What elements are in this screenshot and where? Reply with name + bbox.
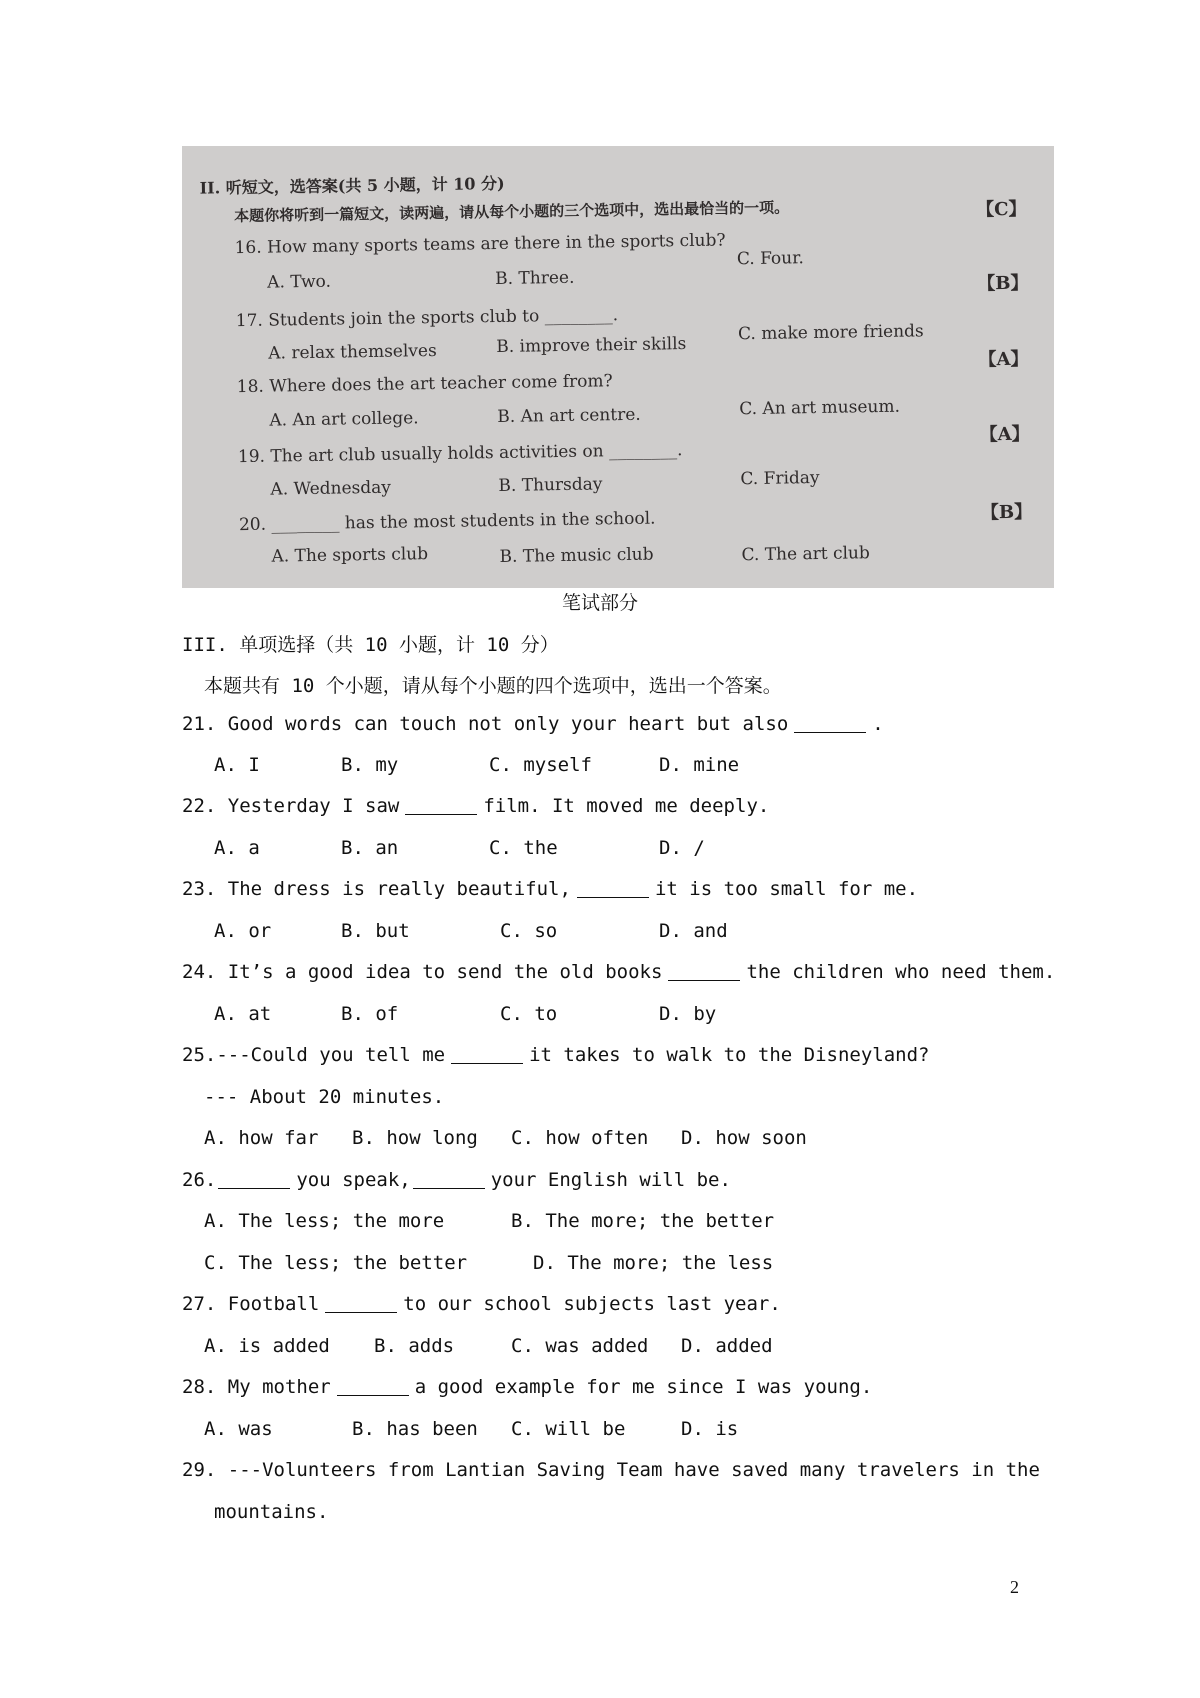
q23-option-a: A. or [214, 920, 272, 942]
q22-option-c: C. the [489, 837, 558, 859]
q20-option-a: A. The sports club [271, 544, 429, 567]
q18-option-a: A. An art college. [269, 408, 419, 431]
q21-option-b: B. my [341, 754, 399, 776]
section3-title: III. 单项选择（共 10 小题，计 10 分） [182, 634, 559, 656]
q18-option-c: C. An art museum. [739, 396, 901, 420]
q19-stem: 19. The art club usually holds activities on ________. [237, 440, 683, 468]
q29-stem-line1: 29. ---Volunteers from Lantian Saving Team have saved many travelers in the [182, 1459, 1040, 1481]
q25-option-a: A. how far [204, 1127, 319, 1149]
q27-option-d: D. added [681, 1335, 773, 1357]
q20-option-b: B. The music club [499, 544, 654, 568]
listening-section-photo [182, 146, 1054, 588]
q18-stem: 18. Where does the art teacher come from? [236, 371, 613, 398]
q28-stem: 28. My mother a good example for me since I was young. [182, 1376, 873, 1398]
q24-stem: 24. It’s a good idea to send the old books the children who need them. [182, 961, 1056, 983]
q28-option-a: A. was [204, 1418, 273, 1440]
answer-blank [794, 713, 866, 733]
q26-option-b: B. The more; the better [511, 1210, 775, 1232]
q20-stem: 20. ________ has the most students in the school. [238, 508, 656, 536]
q24-option-c: C. to [500, 1003, 558, 1025]
answer-blank [218, 1169, 290, 1189]
q24-option-a: A. at [214, 1003, 272, 1025]
q16-option-c: C. Four. [736, 248, 804, 270]
q22-option-a: A. a [214, 837, 260, 859]
q16-stem: 16. How many sports teams are there in the sports club? [234, 230, 726, 259]
q27-stem: 27. Football to our school subjects last year. [182, 1293, 781, 1315]
q29-stem-line2: mountains. [214, 1501, 329, 1523]
q23-stem: 23. The dress is really beautiful, it is too small for me. [182, 878, 919, 900]
q19-answer: 【A】 [979, 423, 1030, 446]
q16-option-b: B. Three. [495, 267, 575, 290]
q26-stem: 26. you speak, your English will be. [182, 1169, 731, 1191]
q22-stem: 22. Yesterday I saw film. It moved me deeply. [182, 795, 770, 817]
q21-option-a: A. I [214, 754, 260, 776]
q24-option-d: D. by [659, 1003, 717, 1025]
q24-option-b: B. of [341, 1003, 399, 1025]
answer-blank [325, 1293, 397, 1313]
q19-option-a: A. Wednesday [270, 477, 392, 500]
answer-blank [405, 795, 477, 815]
written-part-title: 笔试部分 [561, 592, 638, 614]
q28-option-c: C. will be [511, 1418, 626, 1440]
q26-option-a: A. The less; the more [204, 1210, 445, 1232]
q23-option-b: B. but [341, 920, 410, 942]
answer-blank [413, 1169, 485, 1189]
q18-answer: 【A】 [978, 348, 1029, 371]
answer-blank [577, 878, 649, 898]
q25-option-b: B. how long [352, 1127, 478, 1149]
q26-option-d: D. The more; the less [533, 1252, 774, 1274]
q17-stem: 17. Students join the sports club to ________. [235, 305, 619, 332]
q26-option-c: C. The less; the better [204, 1252, 468, 1274]
q23-option-d: D. and [659, 920, 728, 942]
q16-option-a: A. Two. [267, 271, 332, 293]
q21-option-c: C. myself [489, 754, 592, 776]
listening-header: II. 听短文，选答案(共 5 小题，计 10 分) [199, 173, 505, 198]
q25-stem: 25.---Could you tell me it takes to walk to the Disneyland? [182, 1044, 930, 1066]
q27-option-c: C. was added [511, 1335, 649, 1357]
q20-option-c: C. The art club [741, 543, 870, 566]
page-number: 2 [1010, 1577, 1019, 1597]
q27-option-a: A. is added [204, 1335, 330, 1357]
q17-option-a: A. relax themselves [268, 340, 437, 364]
answer-blank [668, 961, 740, 981]
q16-answer: 【C】 [975, 198, 1027, 221]
answer-blank [337, 1376, 409, 1396]
q20-answer: 【B】 [980, 501, 1033, 524]
answer-blank [451, 1044, 523, 1064]
q25-option-d: D. how soon [681, 1127, 807, 1149]
q28-option-b: B. has been [352, 1418, 478, 1440]
q17-option-c: C. make more friends [737, 321, 924, 345]
q22-option-d: D. / [659, 837, 705, 859]
q18-option-b: B. An art centre. [497, 404, 641, 428]
q28-option-d: D. is [681, 1418, 739, 1440]
q25-option-c: C. how often [511, 1127, 649, 1149]
q21-option-d: D. mine [659, 754, 740, 776]
q17-answer: 【B】 [977, 272, 1029, 295]
section3-instruction: 本题共有 10 个小题，请从每个小题的四个选项中，选出一个答案。 [204, 675, 782, 697]
q19-option-c: C. Friday [740, 467, 820, 490]
q22-option-b: B. an [341, 837, 399, 859]
q21-stem: 21. Good words can touch not only your heart but also . [182, 713, 884, 735]
q27-option-b: B. adds [374, 1335, 455, 1357]
listening-instruction: 本题你将听到一篇短文，读两遍，请从每个小题的三个选项中，选出最恰当的一项。 [234, 198, 790, 226]
q23-option-c: C. so [500, 920, 558, 942]
q19-option-b: B. Thursday [498, 474, 603, 497]
q25-reply: --- About 20 minutes. [204, 1086, 445, 1108]
q17-option-b: B. improve their skills [496, 334, 687, 358]
